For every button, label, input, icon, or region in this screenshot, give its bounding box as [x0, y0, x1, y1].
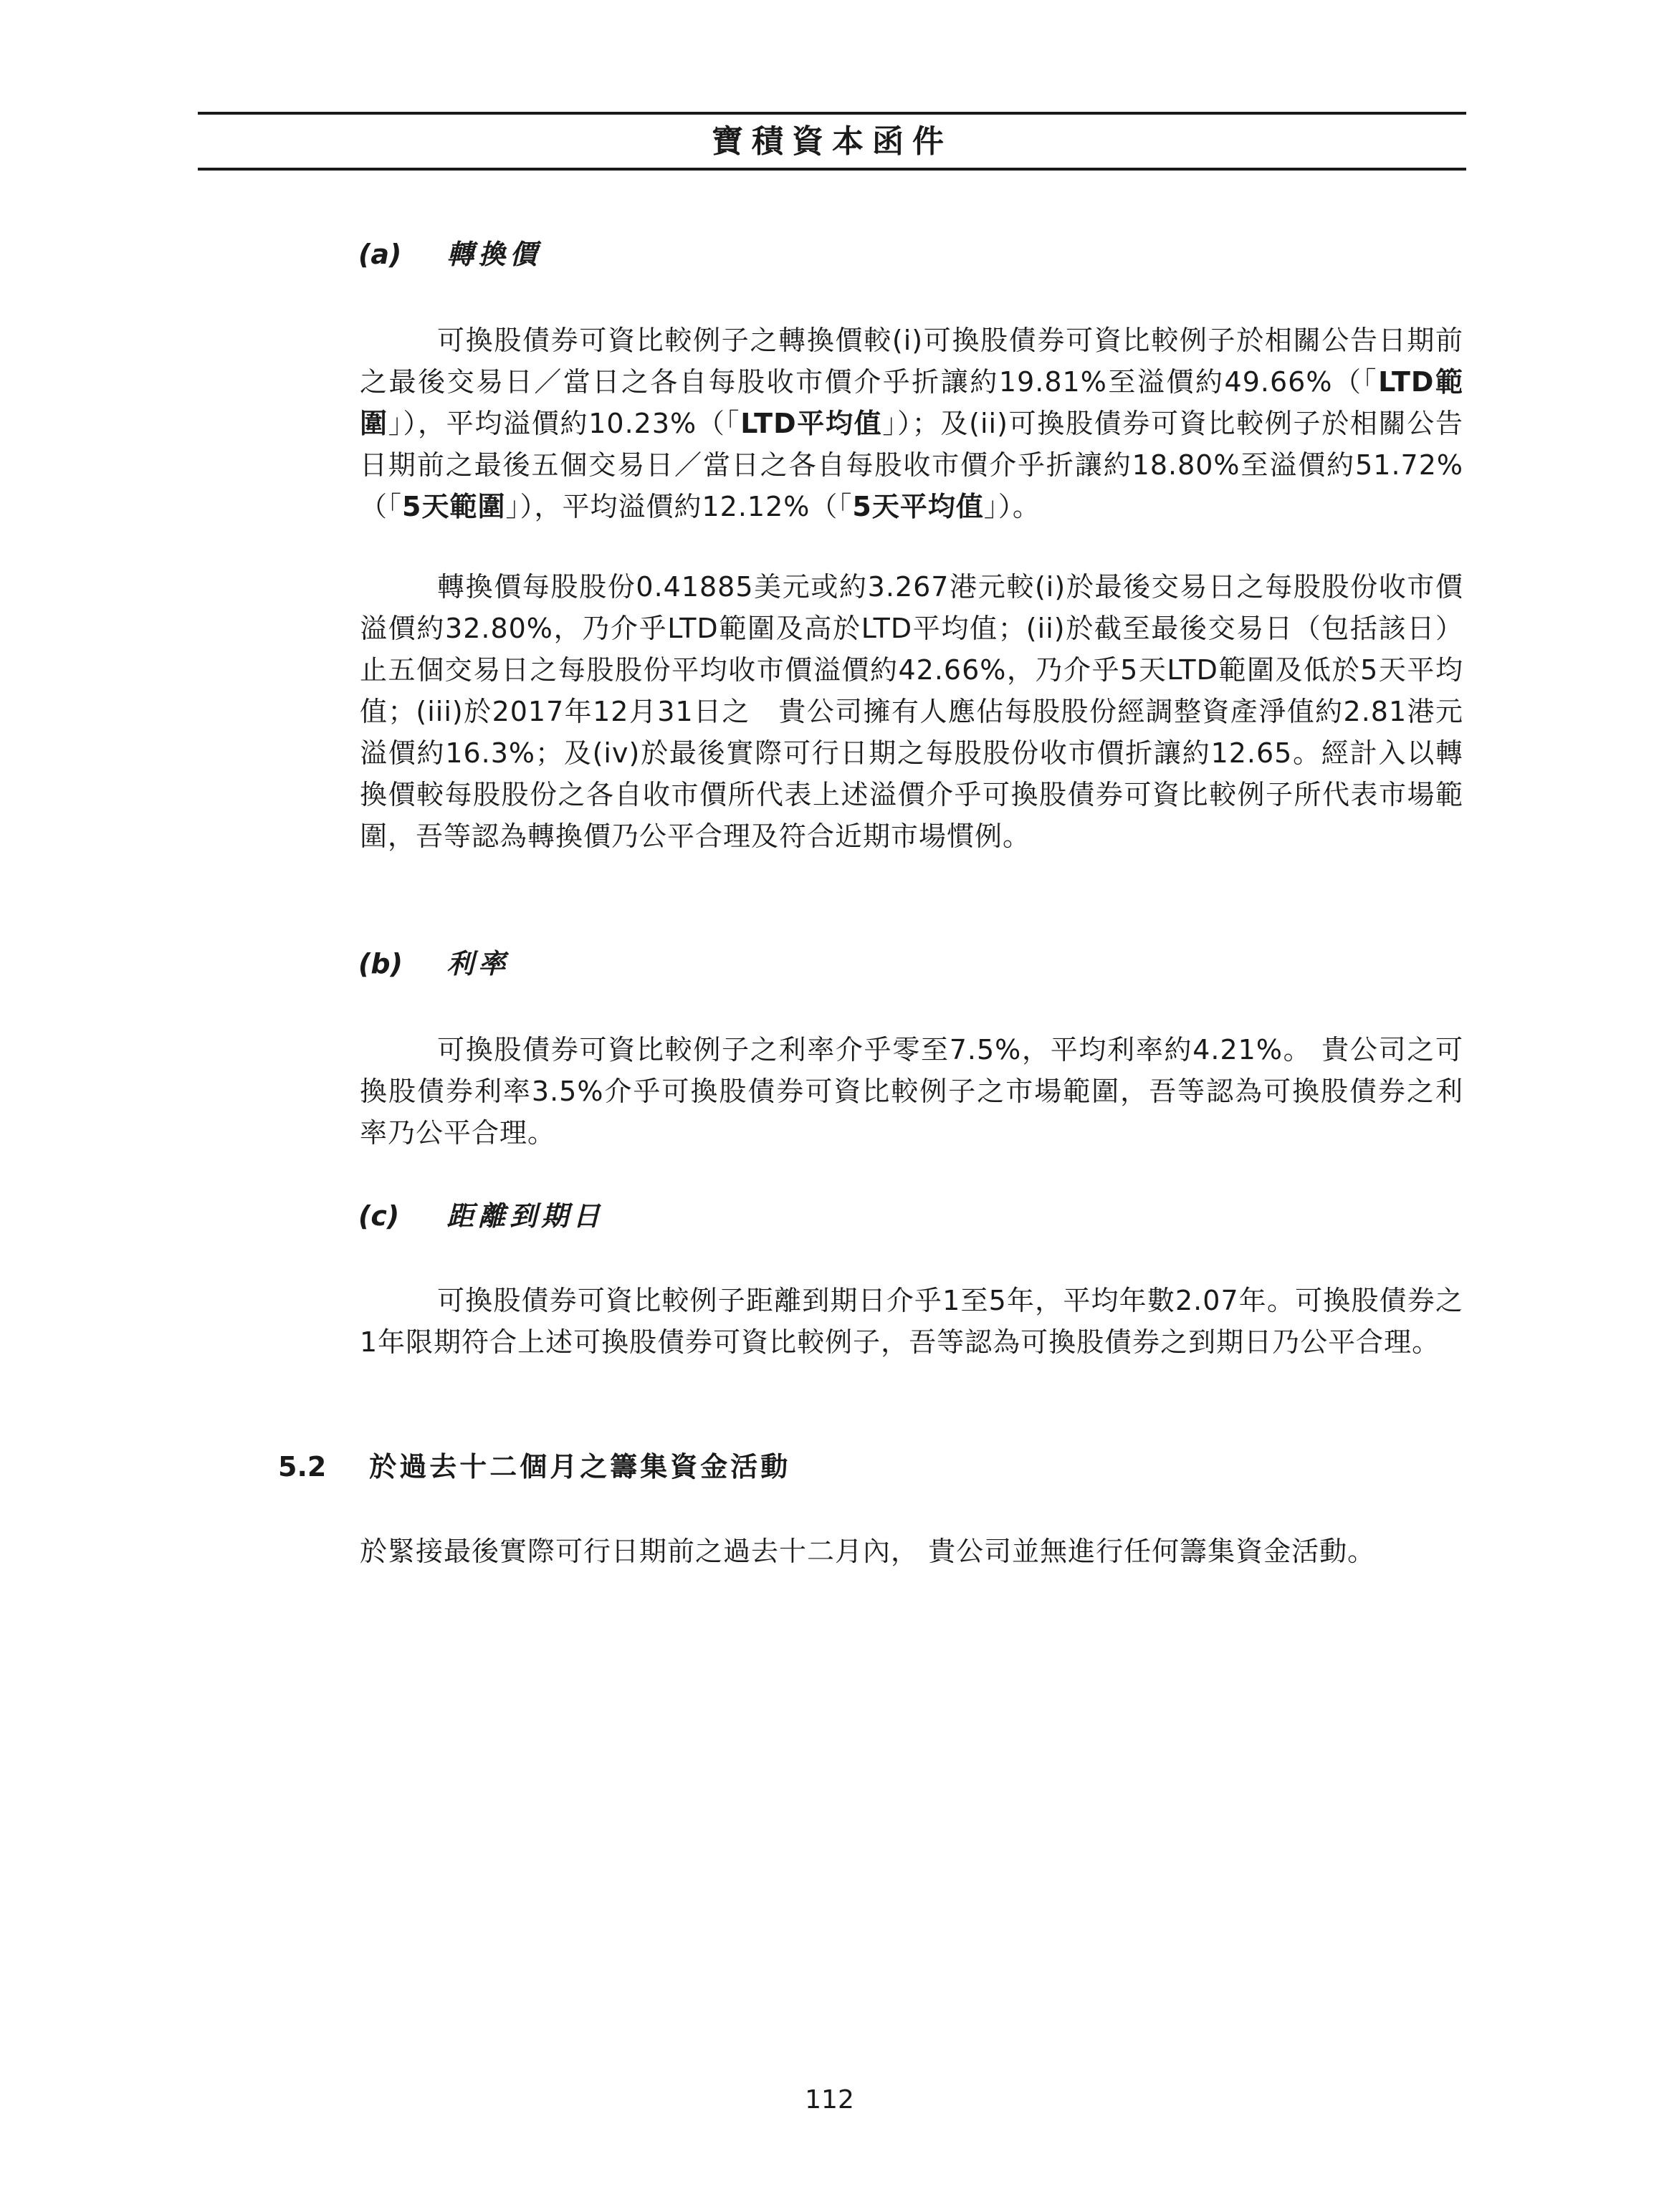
subsection-c-heading: [358, 1198, 604, 1234]
subsection-c-paragraph: 可換股債券可資比較例子距離到期日介乎1至5年，平均年數2.07年。可換股債券之1年限期符合上述可換股債券可資比較例子，吾等認為可換股債券之到期日乃公平合理。: [360, 1285, 1463, 1358]
defined-term: 5天範圍: [402, 491, 506, 522]
subsection-c-title: 距離到期日: [446, 1200, 605, 1232]
subsection-a-title: 轉換價: [446, 239, 542, 270]
defined-term: LTD平均值: [740, 408, 883, 439]
section-5-2-title: 於過去十二個月之籌集資金活動: [369, 1451, 791, 1483]
page-number: 112: [805, 2085, 854, 2115]
subsection-b-heading: [358, 946, 510, 982]
defined-term: LTD範圍: [360, 366, 1463, 439]
section-5-2-heading: [278, 1449, 790, 1485]
para-text: 」）。: [983, 491, 1041, 522]
subsection-b-paragraph: 可換股債券可資比較例子之利率介乎零至7.5%，平均利率約4.21%。 貴公司之可換股債券利率3.5%介乎可換股債券可資比較例子之市場範圍，吾等認為可換股債券之利率乃公平合理。: [360, 1034, 1463, 1149]
para-text: 」）；及(ii)可換股債券可資比較例子於相關公告日期前之最後五個交易日／當日之各自每股收市價介乎折讓約18.80%至溢價約51.72%（「: [360, 408, 1463, 522]
page-header-title: 寶積資本函件: [712, 123, 952, 160]
header-top-rule: [198, 112, 1466, 115]
para-text: 可換股債券可資比較例子之轉換價較(i)可換股債券可資比較例子於相關公告日期前之最後交易日／當日之各自每股收市價介乎折讓約19.81%至溢價約49.66%（「: [360, 325, 1463, 398]
subsection-a-paragraph-1: [360, 320, 1463, 527]
subsection-a-paragraph-2: 轉換價每股股份0.41885美元或約3.267港元較(i)於最後交易日之每股股份收市價溢價約32.80%，乃介乎LTD範圍及高於LTD平均值；(ii)於截至最後交易日（包括該日）止五個交易日之每股股份平均收市價溢價約42.66%，乃介乎5天LTD範圍及低於5天平均值；(iii)於2017年12月31日之 貴公司擁有人應佔每股股份經調整資產淨值約2.81港元溢價約16.3%；及(iv)於最後實際可行日期之每股股份收市價折讓約12.65。經計入以轉換價較每股股份之各自收市價所代表上述溢價介乎可換股債券可資比較例子所代表市場範圍，吾等認為轉換價乃公平合理及符合近期市場慣例。: [360, 571, 1463, 852]
subsection-b-label: (b): [358, 948, 403, 980]
para-text: 」），平均溢價約12.12%（「: [505, 491, 853, 522]
section-5-2-number: 5.2: [278, 1451, 327, 1483]
subsection-b-title: 利率: [446, 948, 510, 980]
subsection-a-label: (a): [358, 239, 402, 270]
subsection-c-label: (c): [358, 1200, 400, 1232]
header-bottom-rule: [198, 168, 1466, 171]
defined-term: 5天平均值: [852, 491, 984, 522]
subsection-a-heading: [358, 236, 541, 272]
para-text: 」），平均溢價約10.23%（「: [388, 408, 741, 439]
section-5-2-paragraph: 於緊接最後實際可行日期前之過去十二月內， 貴公司並無進行任何籌集資金活動。: [360, 1536, 1376, 1567]
